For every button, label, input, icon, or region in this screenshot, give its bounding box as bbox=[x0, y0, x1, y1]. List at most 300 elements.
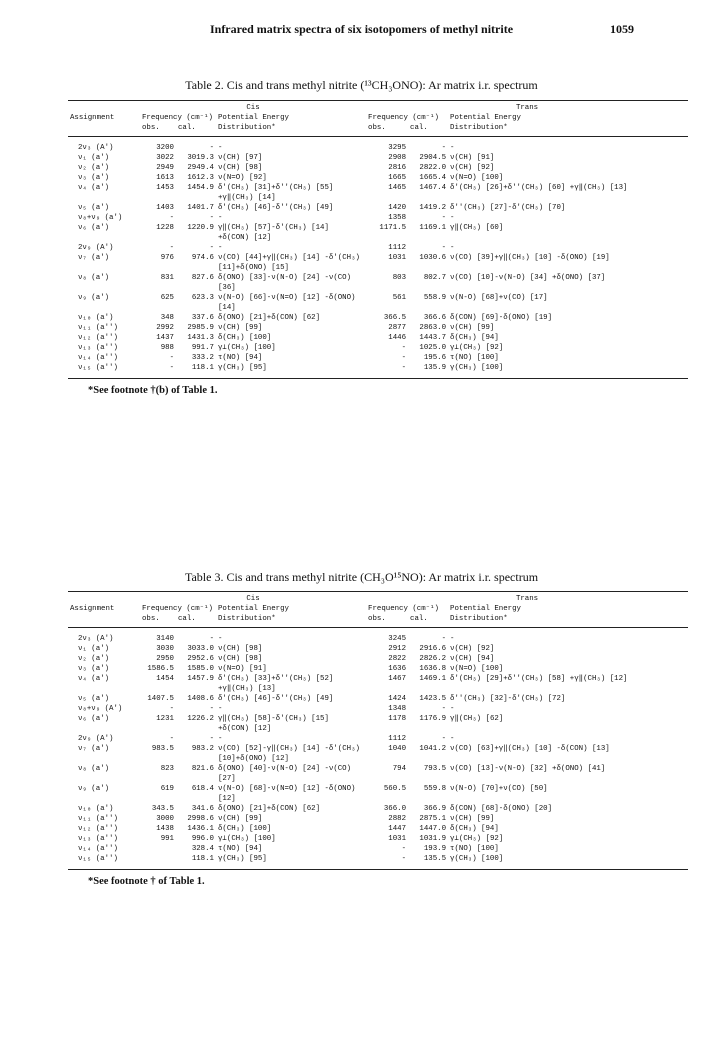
trans-cal-cell: 1636.8 bbox=[419, 665, 447, 673]
cis-distribution-cell: ν(N-O) [68]-ν(N=O) [12] -δ(ONO) [12] bbox=[218, 785, 356, 803]
cis-distribution-cell: γ(CH₃) [95] bbox=[216, 854, 366, 870]
cis-obs-cell: 343.5 bbox=[151, 805, 174, 813]
distribution-header: Distribution* bbox=[448, 614, 688, 628]
cis-obs-cell: 1453 bbox=[156, 184, 174, 192]
trans-obs-cell: 1112 bbox=[388, 244, 407, 252]
assignment-cell: 2ν₉ (A') bbox=[78, 244, 114, 252]
assignment-cell: ν₃ (a') bbox=[78, 174, 110, 182]
assignment-cell: ν₈ (a') bbox=[78, 274, 110, 282]
cis-distribution-cell: ν(CH) [97] bbox=[218, 154, 263, 162]
trans-obs-cell: 1420 bbox=[388, 204, 407, 212]
trans-cal-cell: 1419.2 bbox=[419, 204, 447, 212]
table-row bbox=[68, 854, 688, 870]
cis-obs-cell: 991 bbox=[160, 835, 174, 843]
cis-obs-cell: 1437 bbox=[156, 334, 174, 342]
trans-obs-cell: 1636 bbox=[388, 665, 407, 673]
trans-cal-cell: 1665.4 bbox=[419, 174, 447, 182]
assignment-header: Assignment bbox=[70, 114, 115, 122]
table-row bbox=[68, 183, 688, 203]
assignment-cell: ν₆ (a') bbox=[78, 224, 110, 232]
trans-distribution-cell: δ'(CH₃) [29]+δ''(CH₃) [58] +γ‖(CH₃) [12] bbox=[450, 675, 628, 683]
table-row bbox=[68, 734, 688, 744]
running-title: Infrared matrix spectra of six isotopomers of methyl nitrite bbox=[209, 22, 514, 36]
cis-cal-cell: 118.1 bbox=[176, 854, 216, 870]
trans-cal-cell: - bbox=[441, 635, 447, 643]
trans-distribution-cell: δ'(CH₃) [26]+δ''(CH₃) [60] +γ‖(CH₃) [13] bbox=[450, 184, 628, 192]
table-row bbox=[68, 844, 688, 854]
table2-group-header bbox=[68, 101, 688, 114]
table2-body bbox=[68, 137, 688, 379]
table-row bbox=[68, 153, 688, 163]
assignment-cell: ν₇ (a') bbox=[78, 745, 110, 753]
table2-header-row2 bbox=[68, 123, 688, 137]
trans-obs-cell: 560.5 bbox=[383, 785, 407, 793]
table3 bbox=[68, 591, 688, 870]
trans-cal-cell: 193.9 bbox=[423, 845, 447, 853]
trans-distribution-cell: δ''(CH₃) [27]-δ'(CH₃) [70] bbox=[450, 204, 566, 212]
table-row bbox=[68, 333, 688, 343]
trans-distribution-cell: ν(CH) [99] bbox=[450, 815, 495, 823]
trans-distribution-cell: γ‖(CH₃) [62] bbox=[450, 715, 504, 723]
cis-cal-cell: 1457.9 bbox=[187, 675, 214, 683]
cis-cal-cell: 118.1 bbox=[176, 363, 216, 379]
table-row bbox=[68, 173, 688, 183]
cis-obs-cell: 976 bbox=[160, 254, 174, 262]
cis-obs-cell: 983.5 bbox=[151, 745, 174, 753]
trans-distribution-cell: δ(CON) [69]-δ(ONO) [19] bbox=[450, 314, 553, 322]
trans-distribution-cell: ν(N=O) [100] bbox=[450, 665, 504, 673]
cis-distribution-cell: - bbox=[218, 244, 223, 252]
assignment-cell: ν₂ (a') bbox=[78, 164, 110, 172]
table2-footnote: *See footnote †(b) of Table 1. bbox=[88, 385, 218, 396]
cis-distribution-cell: τ(NO) [94] bbox=[218, 354, 263, 362]
cis-obs-cell: - bbox=[169, 705, 174, 713]
cis-distribution-cell: γ⊥(CH₃) [100] bbox=[218, 835, 276, 843]
table-row bbox=[68, 353, 688, 363]
cis-cal-cell: 2949.4 bbox=[187, 164, 214, 172]
trans-obs-cell: 366.5 bbox=[383, 314, 407, 322]
assignment-cell: ν₁₄ (a'') bbox=[78, 354, 118, 362]
trans-obs-cell: 1467 bbox=[388, 675, 407, 683]
cis-cal-cell: 341.6 bbox=[191, 805, 214, 813]
trans-obs-cell: 1358 bbox=[388, 214, 407, 222]
cis-distribution-cell: γ⊥(CH₃) [100] bbox=[218, 344, 276, 352]
table-row bbox=[68, 213, 688, 223]
trans-obs-cell: - bbox=[401, 344, 407, 352]
trans-distribution-cell: - bbox=[450, 214, 455, 222]
cis-distribution-cell: δ(ONO) [21]+δ(CON) [62] bbox=[218, 805, 321, 813]
trans-cal-cell: 2916.6 bbox=[419, 645, 447, 653]
cis-distribution-cell: δ(CH₃) [100] bbox=[218, 825, 272, 833]
cal-header: cal. bbox=[176, 123, 216, 137]
cis-distribution-cell: ν(CH) [98] bbox=[218, 655, 263, 663]
cis-cal-cell: 1226.2 bbox=[187, 715, 214, 723]
trans-distribution-cell: ν(CH) [92] bbox=[450, 164, 495, 172]
trans-distribution-cell: ν(CH) [99] bbox=[450, 324, 495, 332]
cis-distribution-cell: τ(NO) [94] bbox=[218, 845, 263, 853]
assignment-cell: 2ν₃ (A') bbox=[78, 144, 114, 152]
trans-cal-cell: 1467.4 bbox=[419, 184, 447, 192]
trans-obs-cell: 803 bbox=[392, 274, 407, 282]
cis-distribution-cell: ν(CO) [44]+γ‖(CH₃) [14] -δ'(CH₃) [11]+δ(ONO) [15] bbox=[218, 254, 360, 272]
cis-cal-cell: 1454.9 bbox=[187, 184, 214, 192]
trans-obs-cell: 1348 bbox=[388, 705, 407, 713]
trans-cal-cell: 1469.1 bbox=[419, 675, 447, 683]
table-row bbox=[68, 628, 688, 645]
cis-distribution-cell: γ‖(CH₃) [57]-δ'(CH₃) [14] +δ(CON) [12] bbox=[218, 224, 329, 242]
trans-obs-cell: 2822 bbox=[388, 655, 407, 663]
table3-footnote: *See footnote † of Table 1. bbox=[88, 876, 205, 887]
trans-distribution-cell: - bbox=[450, 244, 455, 252]
trans-obs-cell: 1178 bbox=[388, 715, 407, 723]
potential-energy-header: Potential Energy bbox=[218, 605, 289, 613]
cis-obs-cell: 2950 bbox=[156, 655, 174, 663]
cis-obs-cell: 3022 bbox=[156, 154, 174, 162]
table-row bbox=[68, 824, 688, 834]
trans-distribution-cell: ν(N=O) [100] bbox=[450, 174, 504, 182]
trans-distribution-cell: ν(CH) [94] bbox=[450, 655, 495, 663]
cal-header: cal. bbox=[408, 614, 448, 628]
trans-distribution-cell: ν(CO) [63]+γ‖(CH₃) [10] -δ(CON) [13] bbox=[450, 745, 610, 753]
cis-distribution-cell: - bbox=[218, 735, 223, 743]
cis-distribution-cell: ν(CH) [99] bbox=[218, 324, 263, 332]
cis-distribution-cell: ν(N=O) [92] bbox=[218, 174, 267, 182]
trans-distribution-cell: δ''(CH₃) [32]-δ'(CH₃) [72] bbox=[450, 695, 566, 703]
cis-distribution-cell: ν(CH) [99] bbox=[218, 815, 263, 823]
trans-obs-cell: 1447 bbox=[388, 825, 407, 833]
assignment-cell: ν₁₅ (a'') bbox=[68, 854, 140, 870]
trans-obs-cell: 561 bbox=[392, 294, 407, 302]
trans-distribution-cell: ν(N-O) [68]+ν(CO) [17] bbox=[450, 294, 548, 302]
assignment-cell: ν₁ (a') bbox=[78, 645, 110, 653]
assignment-cell: ν₁₅ (a'') bbox=[68, 363, 140, 379]
cal-header: cal. bbox=[176, 614, 216, 628]
cis-obs-cell: - bbox=[169, 214, 174, 222]
cis-distribution-cell: δ'(CH₃) [46]-δ''(CH₃) [49] bbox=[218, 204, 334, 212]
potential-energy-header: Potential Energy bbox=[218, 114, 289, 122]
obs-header: obs. bbox=[140, 614, 176, 628]
trans-obs-cell: 1446 bbox=[388, 334, 407, 342]
cis-cal-cell: - bbox=[209, 735, 214, 743]
trans-cal-cell: - bbox=[441, 735, 447, 743]
cis-cal-cell: 337.6 bbox=[191, 314, 214, 322]
trans-cal-cell: 793.5 bbox=[423, 765, 447, 773]
cis-obs-cell: 1586.5 bbox=[147, 665, 174, 673]
trans-header: Trans bbox=[366, 101, 688, 114]
assignment-cell: ν₆ (a') bbox=[78, 715, 110, 723]
cis-cal-cell: - bbox=[209, 705, 214, 713]
cis-cal-cell: 1220.9 bbox=[187, 224, 214, 232]
trans-distribution-cell: γ⊥(CH₃) [92] bbox=[450, 835, 504, 843]
table-row bbox=[68, 163, 688, 173]
assignment-cell: ν₁₃ (a'') bbox=[78, 344, 118, 352]
trans-obs-cell: 2877 bbox=[388, 324, 407, 332]
cis-cal-cell: - bbox=[209, 244, 214, 252]
cis-obs-cell: 619 bbox=[160, 785, 174, 793]
cis-distribution-cell: ν(CH) [98] bbox=[218, 645, 263, 653]
assignment-cell: ν₁₀ (a') bbox=[78, 805, 114, 813]
table-row bbox=[68, 243, 688, 253]
trans-cal-cell: 1030.6 bbox=[419, 254, 447, 262]
table-row bbox=[68, 744, 688, 764]
assignment-cell: ν₅ (a') bbox=[78, 204, 110, 212]
trans-cal-cell: 2875.1 bbox=[419, 815, 447, 823]
frequency-header: Frequency (cm⁻¹) bbox=[142, 114, 213, 122]
cis-cal-cell: 2985.9 bbox=[187, 324, 214, 332]
cis-cal-cell: 2998.6 bbox=[187, 815, 214, 823]
table-row bbox=[68, 313, 688, 323]
cis-obs-cell: 2949 bbox=[156, 164, 174, 172]
cis-obs-cell: - bbox=[169, 735, 174, 743]
trans-cal-cell: 1041.2 bbox=[419, 745, 447, 753]
table-row bbox=[68, 714, 688, 734]
assignment-cell: ν₁₄ (a'') bbox=[78, 845, 118, 853]
trans-distribution-cell: ν(N-O) [70]+ν(CO) [50] bbox=[450, 785, 548, 793]
trans-obs-cell: - bbox=[366, 854, 408, 870]
trans-distribution-cell: ν(CO) [13]-ν(N-O) [32] +δ(ONO) [41] bbox=[450, 765, 606, 773]
cis-cal-cell: 623.3 bbox=[191, 294, 214, 302]
trans-obs-cell: 3295 bbox=[388, 144, 407, 152]
assignment-cell: ν₄ (a') bbox=[78, 184, 110, 192]
trans-cal-cell: 1176.9 bbox=[419, 715, 447, 723]
trans-obs-cell: 2912 bbox=[388, 645, 407, 653]
assignment-cell: 2ν₉ (A') bbox=[78, 735, 114, 743]
trans-distribution-cell: δ(CON) [68]-δ(ONO) [20] bbox=[450, 805, 553, 813]
trans-cal-cell: - bbox=[441, 144, 447, 152]
trans-obs-cell: 1031 bbox=[388, 254, 407, 262]
table-row bbox=[68, 664, 688, 674]
cis-distribution-cell: - bbox=[218, 635, 223, 643]
trans-cal-cell: 1025.0 bbox=[419, 344, 447, 352]
trans-distribution-cell: - bbox=[450, 635, 455, 643]
cis-cal-cell: 991.7 bbox=[191, 344, 214, 352]
cis-obs-cell: 1438 bbox=[156, 825, 174, 833]
table-row bbox=[68, 293, 688, 313]
table-row bbox=[68, 784, 688, 804]
table2 bbox=[68, 100, 688, 379]
cis-obs-cell: 831 bbox=[160, 274, 174, 282]
trans-cal-cell: 1443.7 bbox=[419, 334, 447, 342]
cis-obs-cell: 2992 bbox=[156, 324, 174, 332]
assignment-cell: ν₅ (a') bbox=[78, 695, 110, 703]
cis-distribution-cell: δ(CH₃) [100] bbox=[218, 334, 272, 342]
trans-distribution-cell: - bbox=[450, 735, 455, 743]
table-row bbox=[68, 253, 688, 273]
cis-cal-cell: 1436.1 bbox=[187, 825, 214, 833]
table-row bbox=[68, 814, 688, 824]
cal-header: cal. bbox=[408, 123, 448, 137]
table-row bbox=[68, 323, 688, 333]
trans-cal-cell: 366.9 bbox=[423, 805, 447, 813]
cis-header: Cis bbox=[140, 101, 366, 114]
cis-cal-cell: 983.2 bbox=[191, 745, 214, 753]
table3-header-row2 bbox=[68, 614, 688, 628]
cis-obs-cell: 3030 bbox=[156, 645, 174, 653]
trans-obs-cell: 366.0 bbox=[383, 805, 407, 813]
assignment-cell: ν₁₀ (a') bbox=[78, 314, 114, 322]
trans-header: Trans bbox=[366, 592, 688, 605]
cis-distribution-cell: ν(CH) [98] bbox=[218, 164, 263, 172]
trans-obs-cell: - bbox=[401, 845, 407, 853]
trans-cal-cell: 1169.1 bbox=[419, 224, 447, 232]
cis-distribution-cell: γ‖(CH₃) [58]-δ'(CH₃) [15] +δ(CON) [12] bbox=[218, 715, 329, 733]
trans-cal-cell: - bbox=[441, 244, 447, 252]
table2-caption: Table 2. Cis and trans methyl nitrite (¹³CH₃ONO): Ar matrix i.r. spectrum bbox=[185, 78, 538, 92]
cis-distribution-cell: ν(N=O) [91] bbox=[218, 665, 267, 673]
trans-cal-cell: 2904.5 bbox=[419, 154, 447, 162]
trans-cal-cell: 559.8 bbox=[423, 785, 447, 793]
table-row bbox=[68, 834, 688, 844]
cis-obs-cell bbox=[140, 854, 176, 870]
cis-obs-cell: 3200 bbox=[156, 144, 174, 152]
trans-distribution-cell: τ(NO) [100] bbox=[450, 845, 499, 853]
cis-distribution-cell: δ'(CH₃) [31]+δ''(CH₃) [55] +γ‖(CH₃) [14] bbox=[218, 184, 334, 202]
trans-cal-cell: 2826.2 bbox=[419, 655, 447, 663]
cis-cal-cell: 821.6 bbox=[191, 765, 214, 773]
cis-cal-cell: 1612.3 bbox=[187, 174, 214, 182]
trans-distribution-cell: - bbox=[450, 144, 455, 152]
table3-body bbox=[68, 628, 688, 870]
assignment-cell: ν₄ (a') bbox=[78, 675, 110, 683]
assignment-cell: ν₁₁ (a'') bbox=[78, 815, 118, 823]
assignment-cell: ν₁₂ (a'') bbox=[78, 825, 118, 833]
table-row bbox=[68, 644, 688, 654]
cis-distribution-cell: ν(CO) [52]-γ‖(CH₃) [14] -δ'(CH₃) [10]+δ(ONO) [12] bbox=[218, 745, 360, 763]
cis-cal-cell: 827.6 bbox=[191, 274, 214, 282]
trans-obs-cell: 2816 bbox=[388, 164, 407, 172]
assignment-cell: ν₁ (a') bbox=[78, 154, 110, 162]
trans-obs-cell: 1665 bbox=[388, 174, 407, 182]
cis-obs-cell: 625 bbox=[160, 294, 174, 302]
assignment-header: Assignment bbox=[70, 605, 115, 613]
trans-distribution-cell: δ(CH₃) [94] bbox=[450, 825, 499, 833]
cis-distribution-cell: - bbox=[218, 705, 223, 713]
cis-obs-cell: 1613 bbox=[156, 174, 174, 182]
table-row bbox=[68, 704, 688, 714]
cis-cal-cell: 1408.6 bbox=[187, 695, 214, 703]
cis-cal-cell: 1431.3 bbox=[187, 334, 214, 342]
cis-cal-cell: 333.2 bbox=[191, 354, 214, 362]
cis-cal-cell: 2952.6 bbox=[187, 655, 214, 663]
trans-distribution-cell: ν(CH) [91] bbox=[450, 154, 495, 162]
cis-obs-cell: 1228 bbox=[156, 224, 174, 232]
cis-distribution-cell: δ'(CH₃) [33]+δ''(CH₃) [52] +γ‖(CH₃) [13] bbox=[218, 675, 334, 693]
trans-distribution-cell: γ⊥(CH₃) [92] bbox=[450, 344, 504, 352]
page-number: 1059 bbox=[610, 22, 634, 36]
table-row bbox=[68, 674, 688, 694]
table-row bbox=[68, 137, 688, 154]
cis-obs-cell: 823 bbox=[160, 765, 174, 773]
trans-cal-cell: 366.6 bbox=[423, 314, 447, 322]
table3-group-header bbox=[68, 592, 688, 605]
trans-obs-cell: 1112 bbox=[388, 735, 407, 743]
table-row bbox=[68, 343, 688, 353]
table2-header-row1 bbox=[68, 113, 688, 123]
assignment-cell: 2ν₃ (A') bbox=[78, 635, 114, 643]
table-row bbox=[68, 273, 688, 293]
trans-distribution-cell: γ(CH₃) [100] bbox=[448, 363, 688, 379]
trans-obs-cell: - bbox=[366, 363, 408, 379]
cis-obs-cell: 1231 bbox=[156, 715, 174, 723]
distribution-header: Distribution* bbox=[448, 123, 688, 137]
assignment-cell: ν₉ (a') bbox=[78, 294, 110, 302]
cis-header: Cis bbox=[140, 592, 366, 605]
trans-obs-cell: 1171.5 bbox=[379, 224, 407, 232]
cis-obs-cell: 1403 bbox=[156, 204, 174, 212]
cis-cal-cell: 3019.3 bbox=[187, 154, 214, 162]
assignment-cell: ν₃ (a') bbox=[78, 665, 110, 673]
cis-obs-cell: - bbox=[140, 363, 176, 379]
cis-cal-cell: 974.6 bbox=[191, 254, 214, 262]
trans-cal-cell: 1423.5 bbox=[419, 695, 447, 703]
table3-caption: Table 3. Cis and trans methyl nitrite (CH₃O¹⁵NO): Ar matrix i.r. spectrum bbox=[184, 570, 539, 584]
trans-cal-cell: 558.9 bbox=[423, 294, 447, 302]
cis-obs-cell: 3140 bbox=[156, 635, 174, 643]
potential-energy-header: Potential Energy bbox=[450, 114, 521, 122]
trans-distribution-cell: - bbox=[450, 705, 455, 713]
cis-distribution-cell: δ'(CH₃) [46]-δ''(CH₃) [49] bbox=[218, 695, 334, 703]
table-row bbox=[68, 694, 688, 704]
distribution-header: Distribution* bbox=[216, 123, 366, 137]
table-row bbox=[68, 203, 688, 213]
table-row bbox=[68, 804, 688, 814]
cis-distribution-cell: δ(ONO) [33]-ν(N-O) [24] -ν(CO) [36] bbox=[218, 274, 352, 292]
trans-cal-cell: 195.6 bbox=[423, 354, 447, 362]
trans-distribution-cell: δ(CH₃) [94] bbox=[450, 334, 499, 342]
trans-obs-cell: 1465 bbox=[388, 184, 407, 192]
table-row bbox=[68, 654, 688, 664]
trans-cal-cell: 1447.0 bbox=[419, 825, 447, 833]
assignment-cell: ν₉ (a') bbox=[78, 785, 110, 793]
assignment-cell: ν₂ (a') bbox=[78, 655, 110, 663]
trans-cal-cell: 135.9 bbox=[408, 363, 448, 379]
table3-header-row1 bbox=[68, 604, 688, 614]
cis-cal-cell: 1585.0 bbox=[187, 665, 214, 673]
cis-distribution-cell: - bbox=[218, 144, 223, 152]
assignment-cell: ν₈+ν₉ (A') bbox=[78, 705, 123, 713]
frequency-header: Frequency (cm⁻¹) bbox=[368, 605, 439, 613]
table-row bbox=[68, 764, 688, 784]
cis-distribution-cell: γ(CH₃) [95] bbox=[216, 363, 366, 379]
trans-cal-cell: 135.5 bbox=[408, 854, 448, 870]
cis-obs-cell: 988 bbox=[160, 344, 174, 352]
trans-distribution-cell: ν(CO) [10]-ν(N-O) [34] +δ(ONO) [37] bbox=[450, 274, 606, 282]
cis-obs-cell: - bbox=[169, 244, 174, 252]
cis-obs-cell: 1454 bbox=[156, 675, 174, 683]
assignment-cell: ν₁₃ (a'') bbox=[78, 835, 118, 843]
trans-obs-cell: 2882 bbox=[388, 815, 407, 823]
trans-cal-cell: 2822.0 bbox=[419, 164, 447, 172]
potential-energy-header: Potential Energy bbox=[450, 605, 521, 613]
distribution-header: Distribution* bbox=[216, 614, 366, 628]
cis-cal-cell: 618.4 bbox=[191, 785, 214, 793]
trans-cal-cell: 1031.9 bbox=[419, 835, 447, 843]
cis-distribution-cell: δ(ONO) [21]+δ(CON) [62] bbox=[218, 314, 321, 322]
trans-distribution-cell: γ‖(CH₃) [60] bbox=[450, 224, 504, 232]
cis-obs-cell: 1407.5 bbox=[147, 695, 174, 703]
cis-distribution-cell: - bbox=[218, 214, 223, 222]
frequency-header: Frequency (cm⁻¹) bbox=[368, 114, 439, 122]
table-row bbox=[68, 363, 688, 379]
obs-header: obs. bbox=[366, 123, 408, 137]
trans-distribution-cell: τ(NO) [100] bbox=[450, 354, 499, 362]
frequency-header: Frequency (cm⁻¹) bbox=[142, 605, 213, 613]
trans-obs-cell: - bbox=[401, 354, 407, 362]
trans-obs-cell: 1031 bbox=[388, 835, 407, 843]
obs-header: obs. bbox=[140, 123, 176, 137]
cis-obs-cell: 3000 bbox=[156, 815, 174, 823]
obs-header: obs. bbox=[366, 614, 408, 628]
